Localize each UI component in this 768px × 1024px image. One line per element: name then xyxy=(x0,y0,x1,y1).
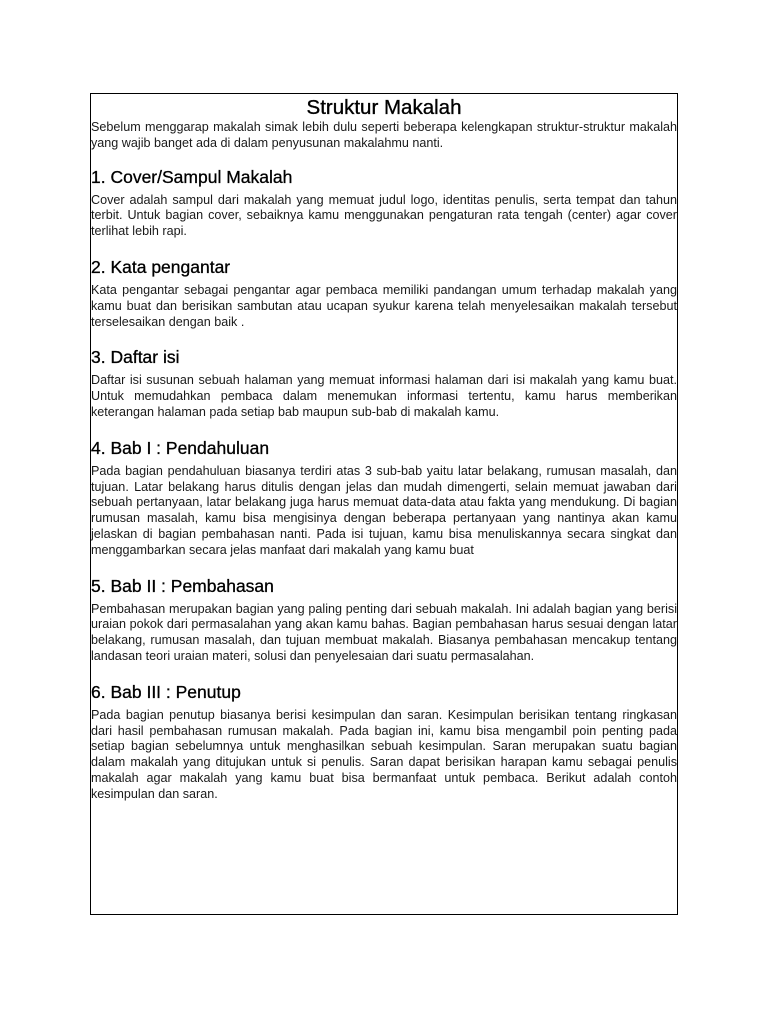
section-heading-kata-pengantar: 2. Kata pengantar xyxy=(91,256,231,277)
section-body-pendahuluan: Pada bagian pendahuluan biasanya terdiri atas 3 sub-bab yaitu latar belakang, rumusan masalah, dan tujuan. Latar belakang harus ditulis dengan jelas dan mudah dimengerti, selain memuat jawaban dari sebuah pertanyaan, latar belakang juga harus memuat data-data atau fakta yang mendukung. Di bagian rumusan masalah, kamu bisa mengisinya dengan beberapa pertanyaan yang nantinya akan kamu jelaskan di bagian pembahasan nanti. Pada isi tujuan, kamu bisa menuliskannya secara singkat dan menggambarkan secara jelas manfaat dari makalah yang kamu buat xyxy=(91,463,677,557)
section-heading-pembahasan: 5. Bab II : Pembahasan xyxy=(91,575,274,596)
section-heading-pendahuluan: 4. Bab I : Pendahuluan xyxy=(91,437,270,458)
document-frame xyxy=(90,93,678,915)
section-body-penutup: Pada bagian penutup biasanya berisi kesimpulan dan saran. Kesimpulan berisikan tentang ringkasan dari hasil pembahasan rumusan makalah. Pada bagian ini, kamu bisa mengambil poin penting pada setiap bagian sebelumnya untuk menghasilkan sebuah kesimpulan. Saran merupakan suatu bagian dalam makalah yang ditujukan untuk si penulis. Saran dapat berisikan harapan kamu sebagai penulis makalah agar makalah yang kamu buat bisa bermanfaat untuk pembaca. Berikut adalah contoh kesimpulan dan saran. xyxy=(91,707,677,801)
document-title: Struktur Makalah xyxy=(306,96,462,119)
section-body-pembahasan: Pembahasan merupakan bagian yang paling penting dari sebuah makalah. Ini adalah bagian yang berisi uraian pokok dari permasalahan yang akan kamu bahas. Bagian pembahasan harus sesuai dengan latar belakang, rumusan masalah, dan tujuan membuat makalah. Biasanya pembahasan mencakup tentang landasan teori uraian materi, solusi dan penyelesaian dari suatu permasalahan. xyxy=(91,601,677,663)
section-body-cover: Cover adalah sampul dari makalah yang memuat judul logo, identitas penulis, serta tempat dan tahun terbit. Untuk bagian cover, sebaiknya kamu menggunakan pengaturan rata tengah (center) agar cover terlihat lebih rapi. xyxy=(91,192,677,239)
section-heading-penutup: 6. Bab III : Penutup xyxy=(91,681,241,702)
section-body-daftar-isi: Daftar isi susunan sebuah halaman yang memuat informasi halaman dari isi makalah yang kamu buat. Untuk memudahkan pembaca dalam menemukan informasi tertentu, kamu harus memberikan keterangan halaman pada setiap bab maupun sub-bab di makalah kamu. xyxy=(91,373,677,419)
intro-paragraph: Sebelum menggarap makalah simak lebih dulu seperti beberapa kelengkapan struktur-struktur makalah yang wajib banget ada di dalam penyusunan makalahmu nanti. xyxy=(91,120,677,150)
section-heading-daftar-isi: 3. Daftar isi xyxy=(91,347,180,368)
section-body-kata-pengantar: Kata pengantar sebagai pengantar agar pembaca memiliki pandangan umum terhadap makalah yang kamu buat dan berisikan sambutan atau ucapan syukur karena telah menyelesaikan makalah tersebut terselesaikan dengan baik . xyxy=(91,282,677,329)
section-heading-cover: 1. Cover/Sampul Makalah xyxy=(91,166,293,187)
